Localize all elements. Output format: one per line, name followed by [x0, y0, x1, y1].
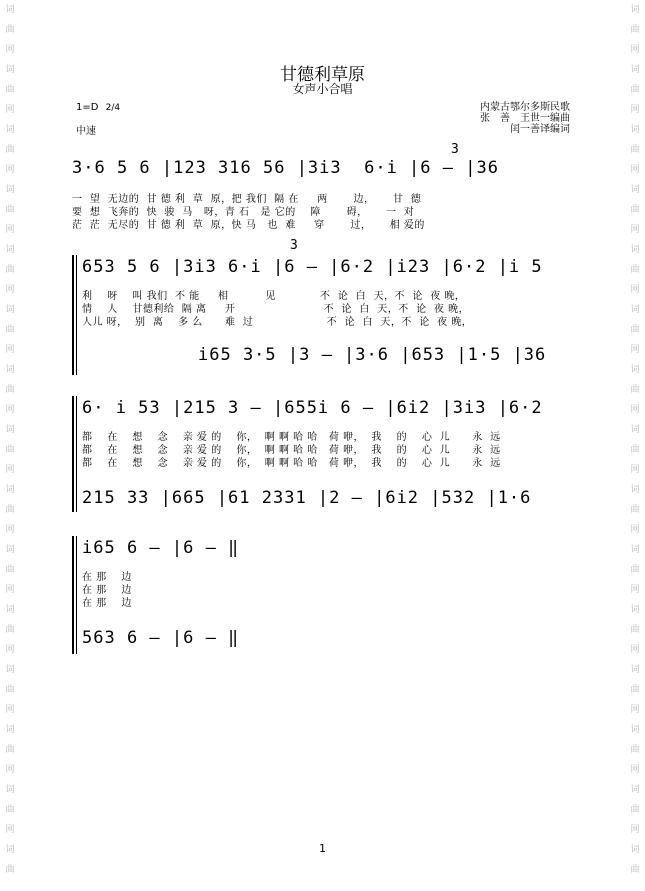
watermark-char: 词: [630, 785, 640, 795]
watermark-char: 曲: [5, 625, 15, 635]
watermark-char: 词: [5, 485, 15, 495]
watermark-char: 词: [5, 845, 15, 855]
system-brace: [72, 536, 74, 654]
watermark-char: 曲: [630, 865, 640, 875]
watermark-char: 词: [5, 5, 15, 15]
watermark-char: 网: [5, 45, 15, 55]
watermark-char: 曲: [630, 25, 640, 35]
credit-arranger: 张 善 王世一编曲: [480, 113, 570, 124]
watermark-char: 网: [5, 825, 15, 835]
watermark-char: 词: [5, 185, 15, 195]
watermark-char: 曲: [5, 445, 15, 455]
watermark-char: 网: [5, 345, 15, 355]
watermark-char: 曲: [5, 745, 15, 755]
watermark-char: 网: [5, 705, 15, 715]
watermark-char: 网: [5, 405, 15, 415]
credits: [480, 102, 570, 135]
watermark-char: 网: [5, 105, 15, 115]
lyric-verse-2: 都 在 想 念 亲 爱 的 你， 啊 啊 哈 哈 荷 咿， 我 的 心 儿 永 远: [82, 445, 501, 456]
watermark-char: 网: [630, 165, 640, 175]
watermark-char: 曲: [630, 685, 640, 695]
watermark-char: 网: [5, 285, 15, 295]
watermark-char: 曲: [5, 385, 15, 395]
watermark-char: 网: [630, 225, 640, 235]
watermark-char: 网: [5, 465, 15, 475]
watermark-char: 网: [630, 405, 640, 415]
song-title: 甘德利草原: [280, 65, 365, 85]
watermark-char: 词: [630, 185, 640, 195]
system-brace-inner: [76, 536, 77, 654]
watermark-char: 词: [5, 125, 15, 135]
watermark-char: 网: [630, 345, 640, 355]
melody-line: i65 6 — |6 — ‖: [82, 538, 240, 558]
lyric-verse-2: 在 那 边: [82, 585, 132, 596]
lower-voice-line: 563 6 — |6 — ‖: [82, 628, 240, 648]
lyric-verse-3: 都 在 想 念 亲 爱 的 你， 啊 啊 哈 哈 荷 咿， 我 的 心 儿 永 远: [82, 458, 501, 469]
watermark-char: 网: [630, 825, 640, 835]
lyric-verse-1: 利 呀 叫 我们 不 能 相 见 不 论 白 天，不 论 夜 晚，: [82, 291, 466, 302]
time-signature: 2/4: [105, 103, 121, 113]
watermark-char: 词: [5, 425, 15, 435]
watermark-char: 词: [630, 365, 640, 375]
song-subtitle: 女声小合唱: [292, 82, 353, 96]
lyric-verse-3: 在 那 边: [82, 598, 132, 609]
watermark-char: 曲: [5, 565, 15, 575]
watermark-char: 词: [630, 125, 640, 135]
watermark-char: 曲: [5, 145, 15, 155]
lyric-verse-1: 一 望 无边的 甘 德 利 草 原，把 我们 隔 在 两 边， 甘 德: [72, 194, 422, 205]
system-brace: [72, 396, 74, 512]
triplet-mark: 3: [451, 142, 459, 157]
lyric-verse-3: 人儿 呀， 别 离 多 么 难 过 不 论 白 天，不 论 夜 晚，: [82, 317, 473, 328]
watermark-char: 词: [5, 65, 15, 75]
key-label: 1=D: [76, 102, 99, 113]
page-number: 1: [319, 842, 326, 855]
lower-voice-line: i65 3·5 |3 — |3·6 |653 |1·5 |36: [198, 345, 547, 365]
watermark-char: 网: [630, 765, 640, 775]
watermark-char: 网: [5, 165, 15, 175]
credit-origin: 内蒙古鄂尔多斯民歌: [480, 102, 570, 113]
watermark-char: 词: [630, 245, 640, 255]
watermark-char: 词: [5, 365, 15, 375]
lyric-verse-3: 茫 茫 无尽的 甘 德 利 草 原，快 马 也 难 穿 过， 相 爱的: [72, 220, 425, 231]
watermark-char: 曲: [630, 205, 640, 215]
watermark-char: 词: [630, 485, 640, 495]
watermark-char: 词: [630, 5, 640, 15]
watermark-char: 曲: [5, 265, 15, 275]
watermark-char: 曲: [630, 505, 640, 515]
watermark-char: 曲: [5, 85, 15, 95]
watermark-char: 曲: [5, 25, 15, 35]
watermark-char: 词: [5, 305, 15, 315]
watermark-char: 网: [630, 705, 640, 715]
watermark-left: [0, 0, 20, 891]
watermark-char: 网: [630, 465, 640, 475]
watermark-char: 词: [630, 605, 640, 615]
watermark-char: 词: [630, 65, 640, 75]
system-brace: [72, 255, 74, 375]
watermark-char: 网: [630, 585, 640, 595]
credit-lyricist: 闰一善译编词: [510, 124, 570, 135]
watermark-char: 网: [5, 225, 15, 235]
watermark-char: 网: [5, 525, 15, 535]
system-brace-inner: [76, 255, 77, 375]
watermark-char: 曲: [5, 205, 15, 215]
watermark-char: 曲: [630, 745, 640, 755]
watermark-char: 网: [5, 765, 15, 775]
watermark-char: 曲: [630, 265, 640, 275]
watermark-char: 网: [630, 645, 640, 655]
watermark-char: 曲: [630, 385, 640, 395]
watermark-char: 网: [630, 525, 640, 535]
watermark-char: 词: [630, 545, 640, 555]
melody-line: 3·6 5 6 |123 316 56 |3i3 6·i |6 — |36: [72, 158, 499, 178]
watermark-char: 曲: [5, 685, 15, 695]
lyric-verse-1: 在 那 边: [82, 572, 132, 583]
triplet-mark: 3: [290, 238, 298, 253]
watermark-char: 网: [5, 585, 15, 595]
watermark-right: [625, 0, 645, 891]
watermark-char: 曲: [630, 565, 640, 575]
system-brace-inner: [76, 396, 77, 512]
key-signature: [76, 102, 120, 114]
watermark-char: 网: [630, 105, 640, 115]
watermark-char: 词: [630, 665, 640, 675]
watermark-char: 词: [630, 305, 640, 315]
melody-line: 6· i 53 |215 3 — |655i 6 — |6i2 |3i3 |6·2: [82, 398, 543, 418]
watermark-char: 词: [5, 665, 15, 675]
watermark-char: 曲: [630, 445, 640, 455]
watermark-char: 网: [5, 645, 15, 655]
watermark-char: 词: [5, 785, 15, 795]
lyric-verse-2: 要 想 飞奔的 快 骏 马 呀，青 石 是 它的 障 碍， 一 对: [72, 207, 415, 218]
watermark-char: 曲: [630, 85, 640, 95]
watermark-char: 曲: [630, 325, 640, 335]
watermark-char: 词: [5, 605, 15, 615]
watermark-char: 词: [630, 845, 640, 855]
watermark-char: 曲: [630, 805, 640, 815]
watermark-char: 曲: [5, 865, 15, 875]
watermark-char: 曲: [5, 325, 15, 335]
watermark-char: 曲: [5, 805, 15, 815]
melody-line: 653 5 6 |3i3 6·i |6 — |6·2 |i23 |6·2 |i 5: [82, 257, 543, 277]
watermark-char: 曲: [5, 505, 15, 515]
watermark-char: 曲: [630, 625, 640, 635]
watermark-char: 词: [5, 545, 15, 555]
tempo-marking: 中速: [76, 126, 96, 137]
watermark-char: 词: [630, 425, 640, 435]
watermark-char: 网: [630, 285, 640, 295]
watermark-char: 网: [630, 45, 640, 55]
watermark-char: 词: [5, 725, 15, 735]
watermark-char: 词: [630, 725, 640, 735]
watermark-char: 词: [5, 245, 15, 255]
lower-voice-line: 215 33 |665 |61 2331 |2 — |6i2 |532 |1·6: [82, 488, 532, 508]
watermark-char: 曲: [630, 145, 640, 155]
lyric-verse-2: 情 人 甘德利给 隔 离 开 不 论 白 天，不 论 夜 晚，: [82, 304, 470, 315]
lyric-verse-1: 都 在 想 念 亲 爱 的 你， 啊 啊 哈 哈 荷 咿， 我 的 心 儿 永 远: [82, 432, 501, 443]
